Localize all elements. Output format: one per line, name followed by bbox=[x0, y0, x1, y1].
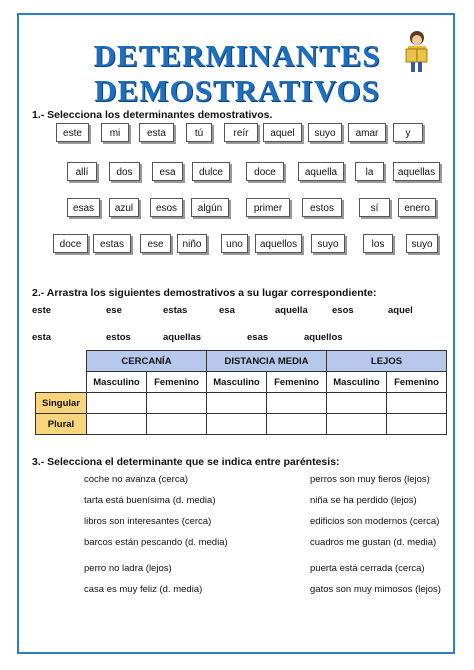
word-tile[interactable]: estos bbox=[302, 198, 342, 217]
word-tile[interactable]: reír bbox=[224, 123, 258, 142]
drop-cell[interactable] bbox=[207, 414, 267, 435]
reading-child-illustration bbox=[403, 29, 429, 74]
word-tile[interactable]: ese bbox=[140, 234, 171, 253]
draggable-word[interactable]: aquellas bbox=[163, 332, 202, 343]
word-tile[interactable]: esta bbox=[139, 123, 174, 142]
word-tile[interactable]: doce bbox=[246, 162, 284, 181]
section1-heading: 1.- Selecciona los determinantes demostrativos. bbox=[32, 109, 273, 121]
sentence-left[interactable]: tarta está buenísima (d. media) bbox=[84, 495, 216, 506]
sentence-left[interactable]: barcos están pescando (d. media) bbox=[84, 537, 228, 548]
draggable-word[interactable]: esas bbox=[247, 332, 269, 343]
word-tile[interactable]: sí bbox=[359, 198, 390, 217]
column-header: Femenino bbox=[147, 372, 207, 393]
sentence-right[interactable]: niña se ha perdido (lejos) bbox=[310, 495, 417, 506]
word-tile[interactable]: mi bbox=[101, 123, 129, 142]
column-header: Masculino bbox=[87, 372, 147, 393]
draggable-word[interactable]: estas bbox=[163, 305, 188, 316]
group-header: CERCANÍA bbox=[87, 351, 207, 372]
sentence-left[interactable]: perro no ladra (lejos) bbox=[84, 563, 172, 574]
draggable-word[interactable]: esta bbox=[32, 332, 52, 343]
sentence-right[interactable]: perros son muy fieros (lejos) bbox=[310, 474, 430, 485]
word-tile[interactable]: aquella bbox=[298, 162, 344, 181]
draggable-word[interactable]: estos bbox=[106, 332, 131, 343]
group-header: LEJOS bbox=[327, 351, 447, 372]
drop-cell[interactable] bbox=[147, 393, 207, 414]
sentence-right[interactable]: cuadros me gustan (d. media) bbox=[310, 537, 437, 548]
sentence-right[interactable]: edificios son modernos (cerca) bbox=[310, 516, 440, 527]
drop-cell[interactable] bbox=[267, 393, 327, 414]
word-tile[interactable]: tú bbox=[186, 123, 212, 142]
section3-heading: 3.- Selecciona el determinante que se indica entre paréntesis: bbox=[32, 456, 340, 468]
word-tile[interactable]: uno bbox=[221, 234, 248, 253]
word-tile[interactable]: estas bbox=[93, 234, 131, 253]
word-tile[interactable]: suyo bbox=[308, 123, 342, 142]
sentence-left[interactable]: coche no avanza (cerca) bbox=[84, 474, 189, 485]
draggable-word[interactable]: esos bbox=[332, 305, 354, 316]
word-tile[interactable]: aquellas bbox=[393, 162, 440, 181]
draggable-word[interactable]: ese bbox=[106, 305, 122, 316]
word-tile[interactable]: este bbox=[56, 123, 89, 142]
word-tile[interactable]: dulce bbox=[192, 162, 230, 181]
column-header: Masculino bbox=[327, 372, 387, 393]
drop-cell[interactable] bbox=[327, 414, 387, 435]
draggable-word[interactable]: este bbox=[32, 305, 52, 316]
classification-table bbox=[35, 350, 447, 435]
word-tile[interactable]: y bbox=[393, 123, 423, 142]
drop-cell[interactable] bbox=[87, 393, 147, 414]
word-tile[interactable]: algún bbox=[191, 198, 229, 217]
drop-cell[interactable] bbox=[267, 414, 327, 435]
word-tile[interactable]: aquel bbox=[263, 123, 302, 142]
draggable-word[interactable]: aquella bbox=[275, 305, 308, 316]
column-header: Femenino bbox=[387, 372, 447, 393]
group-header: DISTANCIA MEDIA bbox=[207, 351, 327, 372]
column-header: Femenino bbox=[267, 372, 327, 393]
title-line-1: DETERMINANTES bbox=[93, 38, 381, 73]
word-tile[interactable]: enero bbox=[398, 198, 436, 217]
word-tile[interactable]: primer bbox=[246, 198, 290, 217]
column-header: Masculino bbox=[207, 372, 267, 393]
drop-cell[interactable] bbox=[207, 393, 267, 414]
draggable-word[interactable]: aquellos bbox=[304, 332, 343, 343]
draggable-word[interactable]: aquel bbox=[388, 305, 413, 316]
word-tile[interactable]: suyo bbox=[311, 234, 345, 253]
row-label-plural: Plural bbox=[36, 414, 87, 435]
drop-cell[interactable] bbox=[387, 393, 447, 414]
word-tile[interactable]: azul bbox=[109, 198, 139, 217]
word-tile[interactable]: niño bbox=[177, 234, 207, 253]
sentence-left[interactable]: libros son interesantes (cerca) bbox=[84, 516, 212, 527]
title-line-2: DEMOSTRATIVOS bbox=[94, 73, 380, 108]
drop-cell[interactable] bbox=[387, 414, 447, 435]
word-tile[interactable]: esas bbox=[67, 198, 100, 217]
sentence-right[interactable]: puerta está cerrada (cerca) bbox=[310, 563, 425, 574]
word-tile[interactable]: suyo bbox=[406, 234, 438, 253]
word-tile[interactable]: la bbox=[355, 162, 384, 181]
drop-cell[interactable] bbox=[87, 414, 147, 435]
section2-heading: 2.- Arrastra los siguientes demostrativos a su lugar correspondiente: bbox=[32, 287, 377, 299]
word-tile[interactable]: esos bbox=[150, 198, 183, 217]
row-label-singular: Singular bbox=[36, 393, 87, 414]
draggable-word[interactable]: esa bbox=[219, 305, 235, 316]
drop-cell[interactable] bbox=[147, 414, 207, 435]
word-tile[interactable]: dos bbox=[109, 162, 140, 181]
drop-cell[interactable] bbox=[327, 393, 387, 414]
word-tile[interactable]: esa bbox=[152, 162, 183, 181]
sentence-right[interactable]: gatos son muy mimosos (lejos) bbox=[310, 584, 441, 595]
word-tile[interactable]: aquellos bbox=[255, 234, 302, 253]
word-tile[interactable]: allí bbox=[67, 162, 97, 181]
word-tile[interactable]: amar bbox=[348, 123, 386, 142]
word-tile[interactable]: doce bbox=[53, 234, 88, 253]
sentence-left[interactable]: casa es muy feliz (d. media) bbox=[84, 584, 203, 595]
word-tile[interactable]: los bbox=[363, 234, 393, 253]
